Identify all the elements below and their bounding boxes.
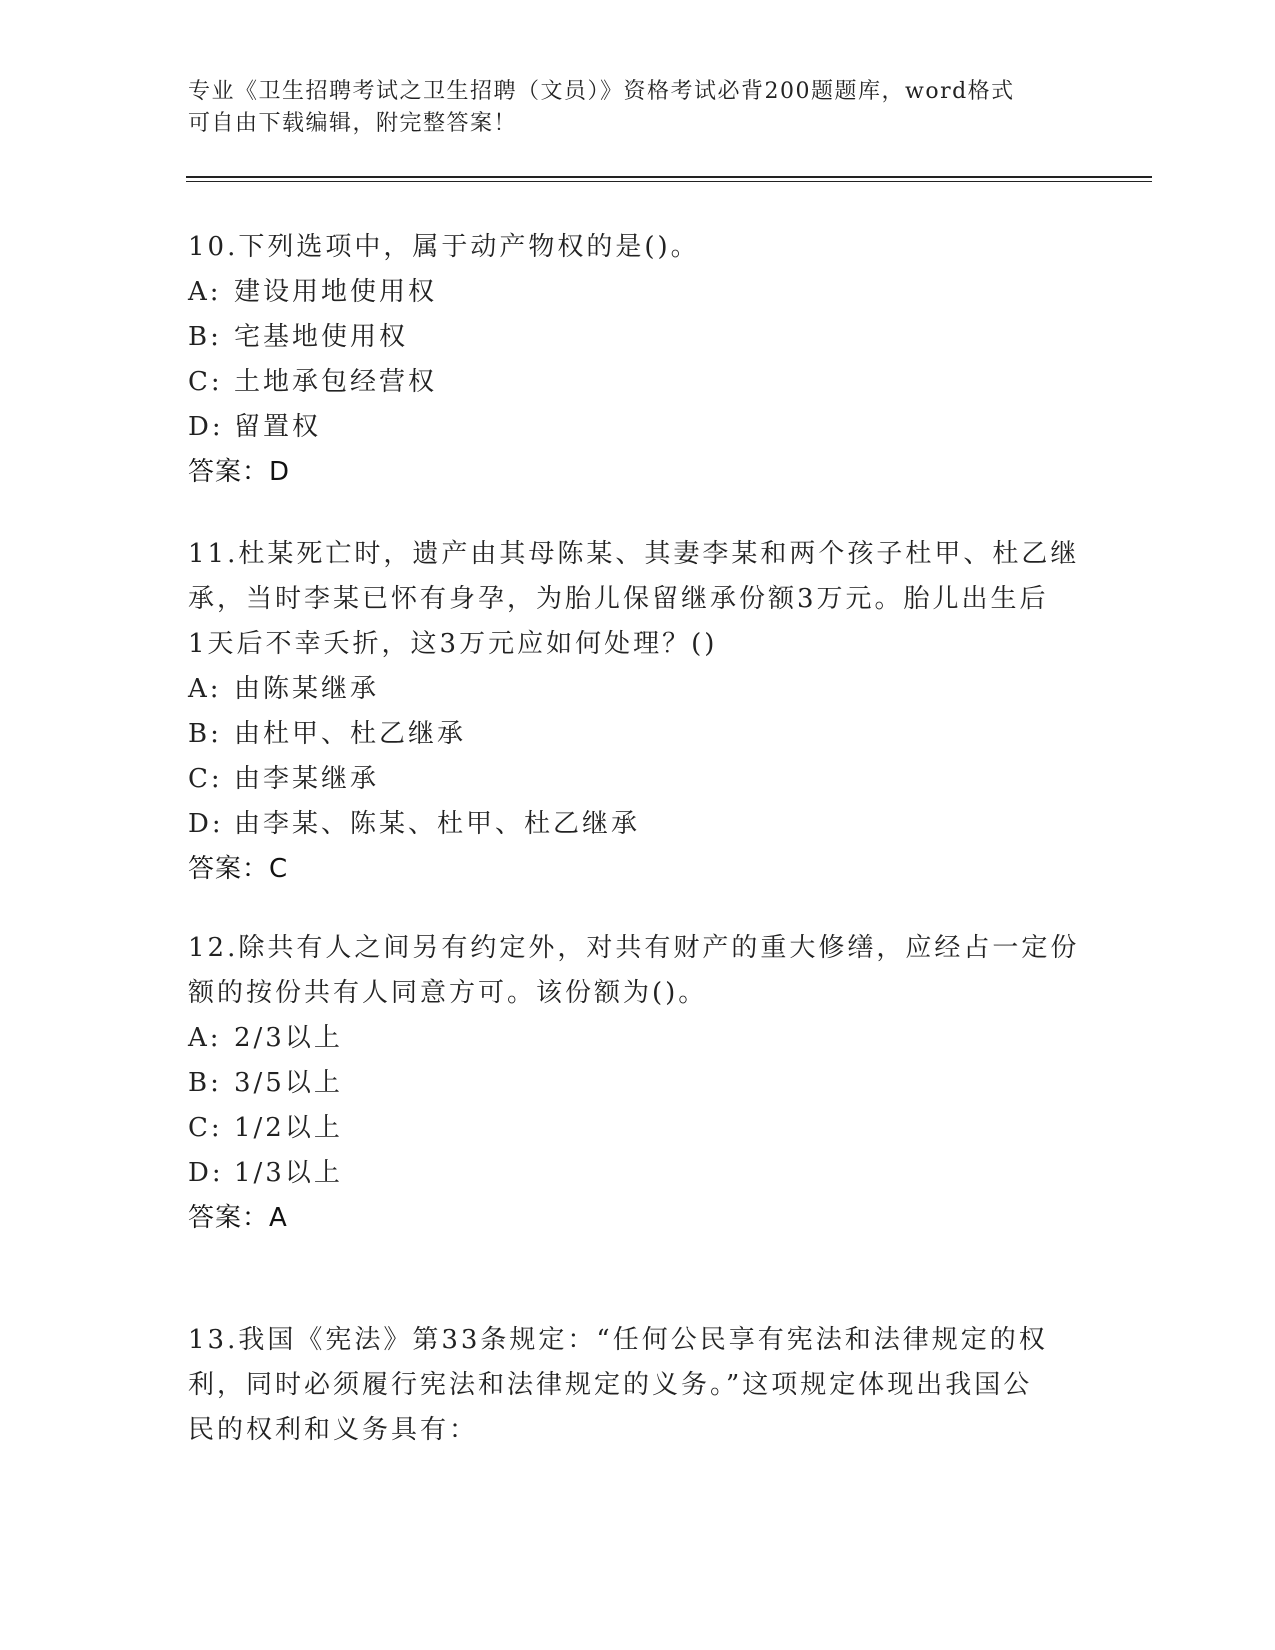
option-text: 宅基地使用权 bbox=[234, 322, 409, 352]
option-letter: A: bbox=[188, 277, 222, 307]
question-10 bbox=[188, 225, 1088, 495]
question-12 bbox=[188, 926, 1088, 1241]
question-line: 额的按份共有人同意方可。该份额为()。 bbox=[188, 978, 708, 1008]
question-text bbox=[188, 926, 1088, 1016]
option-letter: A: bbox=[188, 1023, 222, 1053]
answer-line: 答案：D bbox=[188, 457, 291, 487]
question-text bbox=[188, 532, 1088, 667]
option-text: 1/2以上 bbox=[234, 1113, 343, 1143]
option-text: 土地承包经营权 bbox=[234, 367, 438, 397]
question-11 bbox=[188, 532, 1088, 892]
option-a bbox=[188, 270, 1088, 315]
answer-line: 答案：A bbox=[188, 1203, 288, 1233]
option-d bbox=[188, 1151, 1088, 1196]
header-title-line-1: 专业《卫生招聘考试之卫生招聘（文员）》资格考试必背200题题库，word格式 bbox=[188, 79, 1015, 104]
header-title-line-2: 可自由下载编辑，附完整答案！ bbox=[188, 111, 518, 136]
option-a bbox=[188, 667, 1088, 712]
question-line: 1天后不幸夭折，这3万元应如何处理？() bbox=[188, 629, 718, 659]
option-d bbox=[188, 405, 1088, 450]
option-letter: C: bbox=[188, 1113, 223, 1143]
question-line: 10.下列选项中，属于动产物权的是()。 bbox=[188, 232, 700, 262]
option-letter: B: bbox=[188, 322, 222, 352]
question-line: 利，同时必须履行宪法和法律规定的义务。”这项规定体现出我国公 bbox=[188, 1370, 1033, 1400]
question-line: 承，当时李某已怀有身孕，为胎儿保留继承份额3万元。胎儿出生后 bbox=[188, 584, 1049, 614]
option-b bbox=[188, 315, 1088, 360]
document-header bbox=[188, 76, 1088, 140]
option-text: 2/3以上 bbox=[234, 1023, 343, 1053]
answer-line: 答案：C bbox=[188, 854, 289, 884]
option-letter: D: bbox=[188, 809, 224, 839]
option-a bbox=[188, 1016, 1088, 1061]
option-letter: B: bbox=[188, 1068, 222, 1098]
question-13 bbox=[188, 1318, 1088, 1453]
question-line: 民的权利和义务具有： bbox=[188, 1415, 479, 1445]
question-line: 12.除共有人之间另有约定外，对共有财产的重大修缮，应经占一定份 bbox=[188, 933, 1080, 963]
option-letter: A: bbox=[188, 674, 222, 704]
option-text: 建设用地使用权 bbox=[234, 277, 438, 307]
header-divider-thick bbox=[186, 176, 1152, 178]
option-text: 由李某、陈某、杜甲、杜乙继承 bbox=[234, 809, 641, 839]
option-text: 由陈某继承 bbox=[234, 674, 380, 704]
option-c bbox=[188, 360, 1088, 405]
option-text: 3/5以上 bbox=[234, 1068, 343, 1098]
option-text: 由李某继承 bbox=[234, 764, 380, 794]
option-c bbox=[188, 757, 1088, 802]
question-line: 11.杜某死亡时，遗产由其母陈某、其妻李某和两个孩子杜甲、杜乙继 bbox=[188, 539, 1080, 569]
option-letter: B: bbox=[188, 719, 222, 749]
option-text: 由杜甲、杜乙继承 bbox=[234, 719, 467, 749]
option-b bbox=[188, 1061, 1088, 1106]
question-line: 13.我国《宪法》第33条规定：“任何公民享有宪法和法律规定的权 bbox=[188, 1325, 1048, 1355]
option-c bbox=[188, 1106, 1088, 1151]
option-letter: C: bbox=[188, 764, 223, 794]
option-text: 留置权 bbox=[234, 412, 322, 442]
option-d bbox=[188, 802, 1088, 847]
option-letter: C: bbox=[188, 367, 223, 397]
option-letter: D: bbox=[188, 412, 224, 442]
header-divider-thin bbox=[186, 181, 1152, 182]
option-letter: D: bbox=[188, 1158, 224, 1188]
question-text bbox=[188, 225, 1088, 270]
question-text bbox=[188, 1318, 1088, 1453]
option-text: 1/3以上 bbox=[234, 1158, 343, 1188]
option-b bbox=[188, 712, 1088, 757]
